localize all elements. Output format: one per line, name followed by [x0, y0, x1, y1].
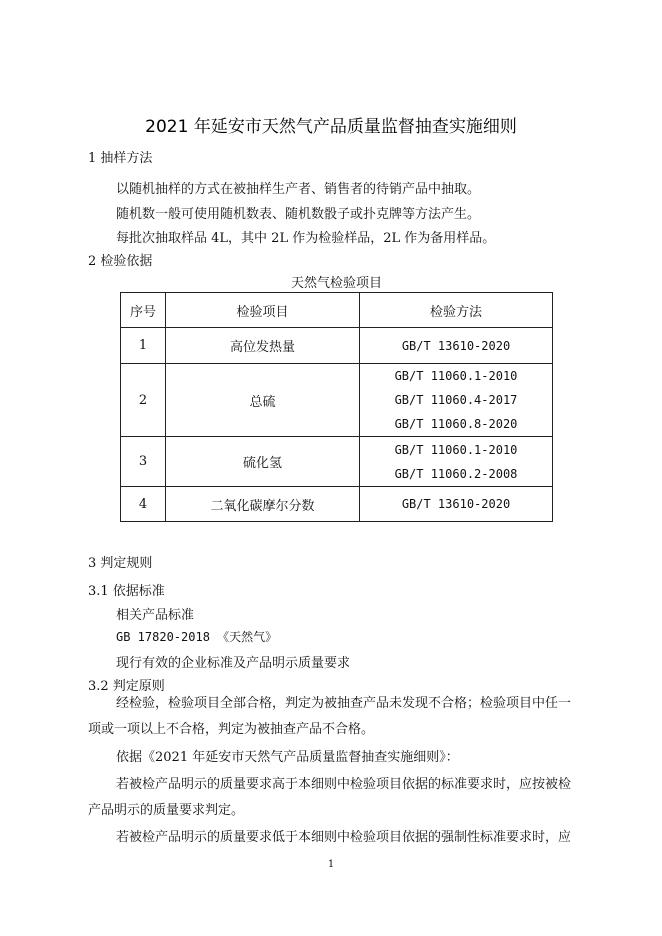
item-name: 二氧化碳摩尔分数 [166, 487, 360, 522]
table-row [121, 487, 553, 522]
paragraph: 以随机抽样的方式在被抽样生产者、销售者的待销产品中抽取。 [116, 182, 481, 197]
page-number: 1 [327, 859, 335, 870]
section-2-heading: 2 检验依据 [88, 254, 153, 269]
paragraph-line: 若被检产品明示的质量要求低于本细则中检验项目依据的强制性标准要求时，应 [116, 830, 572, 845]
standard-line: 现行有效的企业标准及产品明示质量要求 [116, 656, 351, 671]
item-name: 总硫 [166, 364, 360, 437]
table-header-cell: 序号 [121, 293, 166, 328]
table-row [121, 364, 553, 437]
method: GB/T 11060.4-2017 [394, 393, 518, 407]
inspection-table [120, 292, 553, 522]
subsection-heading: 3.2 判定原则 [88, 679, 165, 694]
paragraph: 随机数一般可使用随机数表、随机数骰子或扑克牌等方法产生。 [116, 207, 481, 222]
table-header-cell: 检验方法 [360, 293, 553, 328]
method: GB/T 11060.1-2010 [394, 442, 518, 457]
table-caption: 天然气检验项目 [290, 276, 382, 291]
method: GB/T 11060.2-2008 [394, 466, 518, 481]
row-number: 4 [121, 487, 166, 522]
page-title: 2021 年延安市天然气产品质量监督抽查实施细则 [145, 117, 517, 137]
method-cell [360, 364, 553, 437]
table-header-cell: 检验项目 [166, 293, 360, 328]
item-name: 高位发热量 [166, 328, 360, 364]
table-row [121, 328, 553, 364]
method-cell [360, 437, 553, 487]
paragraph-line: 依据《2021 年延安市天然气产品质量监督抽查实施细则》： [116, 750, 459, 765]
method: GB/T 11060.8-2020 [394, 417, 518, 431]
standard-line: 相关产品标准 [116, 608, 195, 623]
method: GB/T 13610-2020 [401, 497, 511, 511]
section-1-heading: 1 抽样方法 [88, 151, 153, 166]
method-cell [360, 328, 553, 364]
paragraph-line: 项或一项以上不合格，判定为被抽查产品不合格。 [88, 722, 375, 737]
section-3-heading: 3 判定规则 [88, 556, 153, 571]
row-number: 2 [121, 364, 166, 437]
row-number: 1 [121, 328, 166, 364]
subsection-heading: 3.1 依据标准 [88, 584, 165, 599]
method: GB/T 11060.1-2010 [394, 369, 518, 383]
paragraph: 每批次抽取样品 4L，其中 2L 作为检验样品，2L 作为备用样品。 [116, 231, 496, 246]
method: GB/T 13610-2020 [401, 338, 511, 353]
row-number: 3 [121, 437, 166, 487]
paragraph-line: 产品明示的质量要求判定。 [88, 803, 245, 818]
standard-line: GB 17820-2018 《天然气》 [116, 630, 278, 644]
table-header-row [121, 293, 553, 328]
item-name: 硫化氢 [166, 437, 360, 487]
paragraph-line: 经检验，检验项目全部合格，判定为被抽查产品未发现不合格；检验项目中任一 [116, 696, 572, 711]
method-cell [360, 487, 553, 522]
table-row [121, 437, 553, 487]
paragraph-line: 若被检产品明示的质量要求高于本细则中检验项目依据的标准要求时，应按被检 [116, 777, 572, 792]
